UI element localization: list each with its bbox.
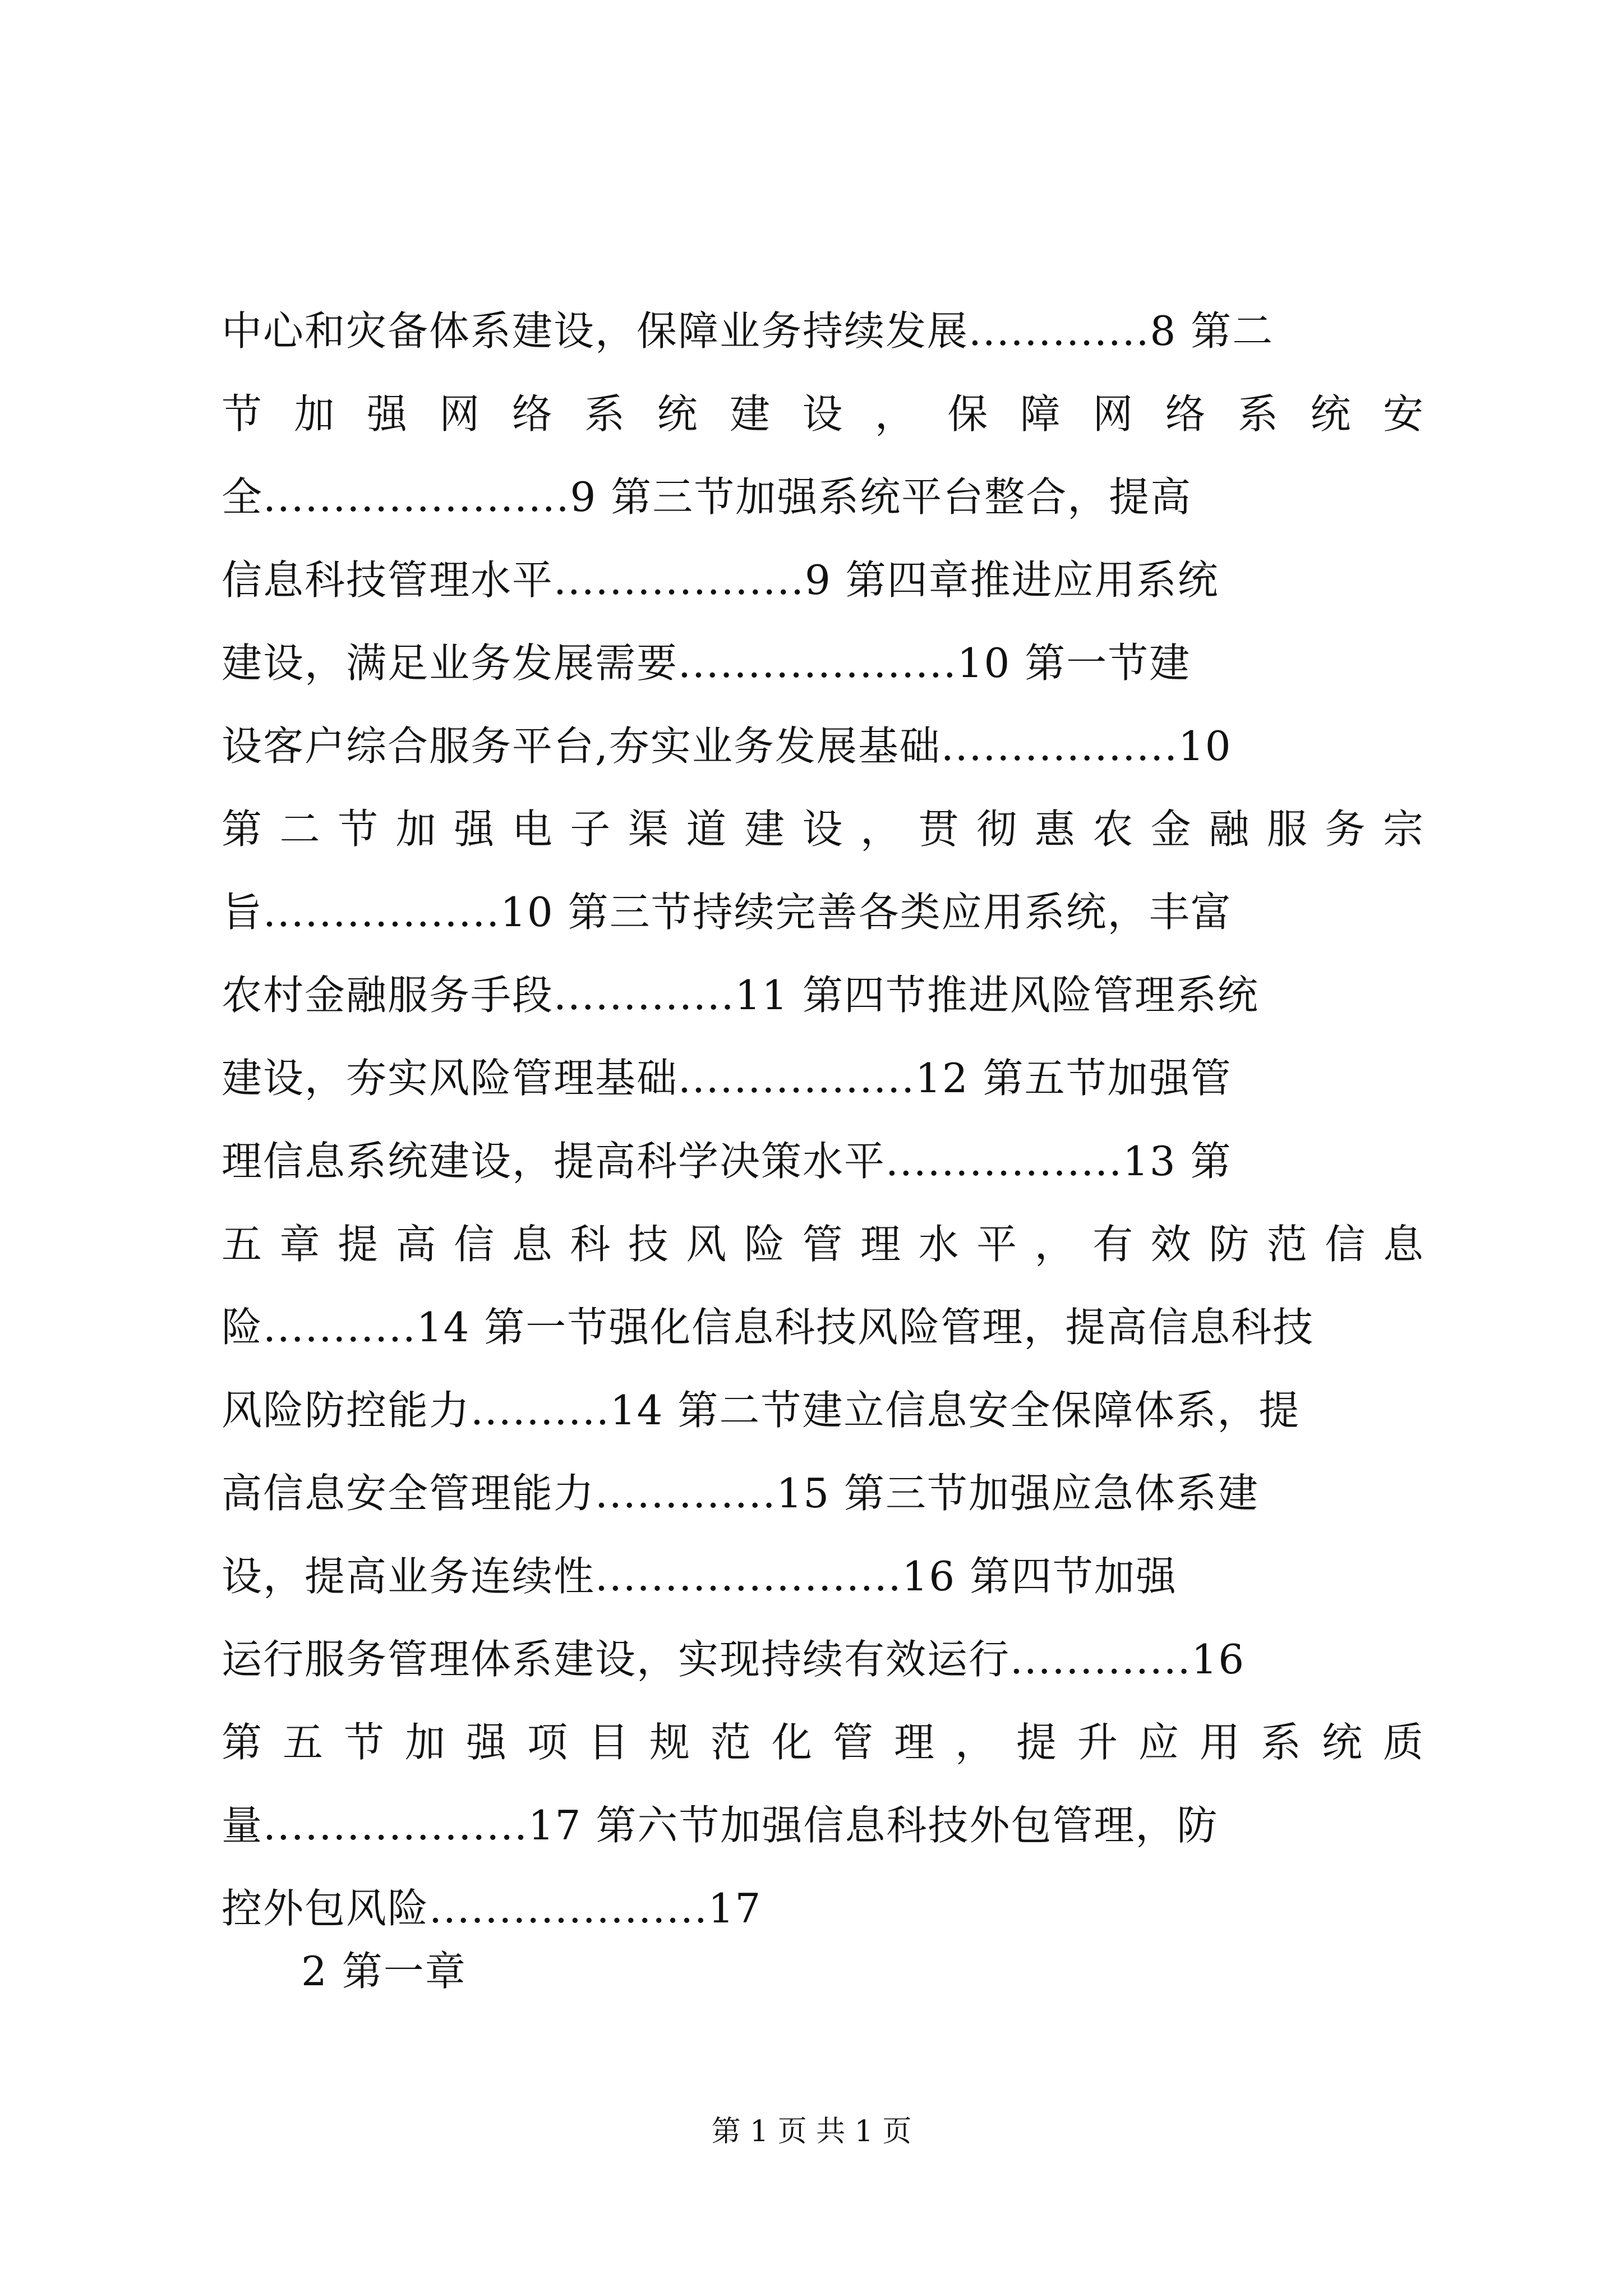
toc-line: 全......................9 第三节加强系统平台整合，提高 xyxy=(222,473,1192,521)
toc-line: 中心和灾备体系建设，保障业务持续发展.............8 第二 xyxy=(222,307,1274,355)
toc-line: 控外包风险....................17 xyxy=(222,1885,762,1932)
table-of-contents xyxy=(222,289,1424,1950)
toc-line: 建设，夯实风险管理基础.................12 第五节加强管 xyxy=(222,1055,1232,1102)
toc-line: 信息科技管理水平..................9 第四章推进应用系统 xyxy=(222,556,1219,604)
toc-line: 旨.................10 第三节持续完善各类应用系统，丰富 xyxy=(222,889,1232,936)
toc-line: 高信息安全管理能力.............15 第三节加强应急体系建 xyxy=(222,1470,1260,1517)
toc-line: 五 章 提 高 信 息 科 技 风 险 管 理 水 平 ， 有 效 防 范 信 息 xyxy=(222,1221,1424,1268)
toc-line: 量...................17 第六节加强信息科技外包管理，防 xyxy=(222,1802,1219,1849)
toc-line: 理信息系统建设，提高科学决策水平.................13 第 xyxy=(222,1138,1232,1185)
chapter-heading: 2 第一章 xyxy=(301,1948,467,1995)
toc-line: 第 二 节 加 强 电 子 渠 道 建 设 ， 贯 彻 惠 农 金 融 服 务 宗 xyxy=(222,806,1424,853)
toc-line: 第 五 节 加 强 项 目 规 范 化 管 理 ， 提 升 应 用 系 统 质 xyxy=(222,1719,1424,1766)
toc-line: 农村金融服务手段.............11 第四节推进风险管理系统 xyxy=(222,972,1260,1019)
page-number-footer: 第 1 页 共 1 页 xyxy=(711,2115,912,2148)
toc-line: 运行服务管理体系建设，实现持续有效运行.............16 xyxy=(222,1636,1246,1683)
toc-line: 风险防控能力..........14 第二节建立信息安全保障体系，提 xyxy=(222,1387,1301,1434)
toc-line: 险...........14 第一节强化信息科技风险管理，提高信息科技 xyxy=(222,1304,1315,1351)
toc-line: 建设，满足业务发展需要....................10 第一节建 xyxy=(222,639,1191,687)
toc-line: 设，提高业务连续性......................16 第四节加强 xyxy=(222,1553,1178,1600)
toc-line: 设客户综合服务平台,夯实业务发展基础.................10 xyxy=(222,723,1232,770)
toc-line: 节 加 强 网 络 系 统 建 设 ， 保 障 网 络 系 统 安 xyxy=(222,390,1424,438)
